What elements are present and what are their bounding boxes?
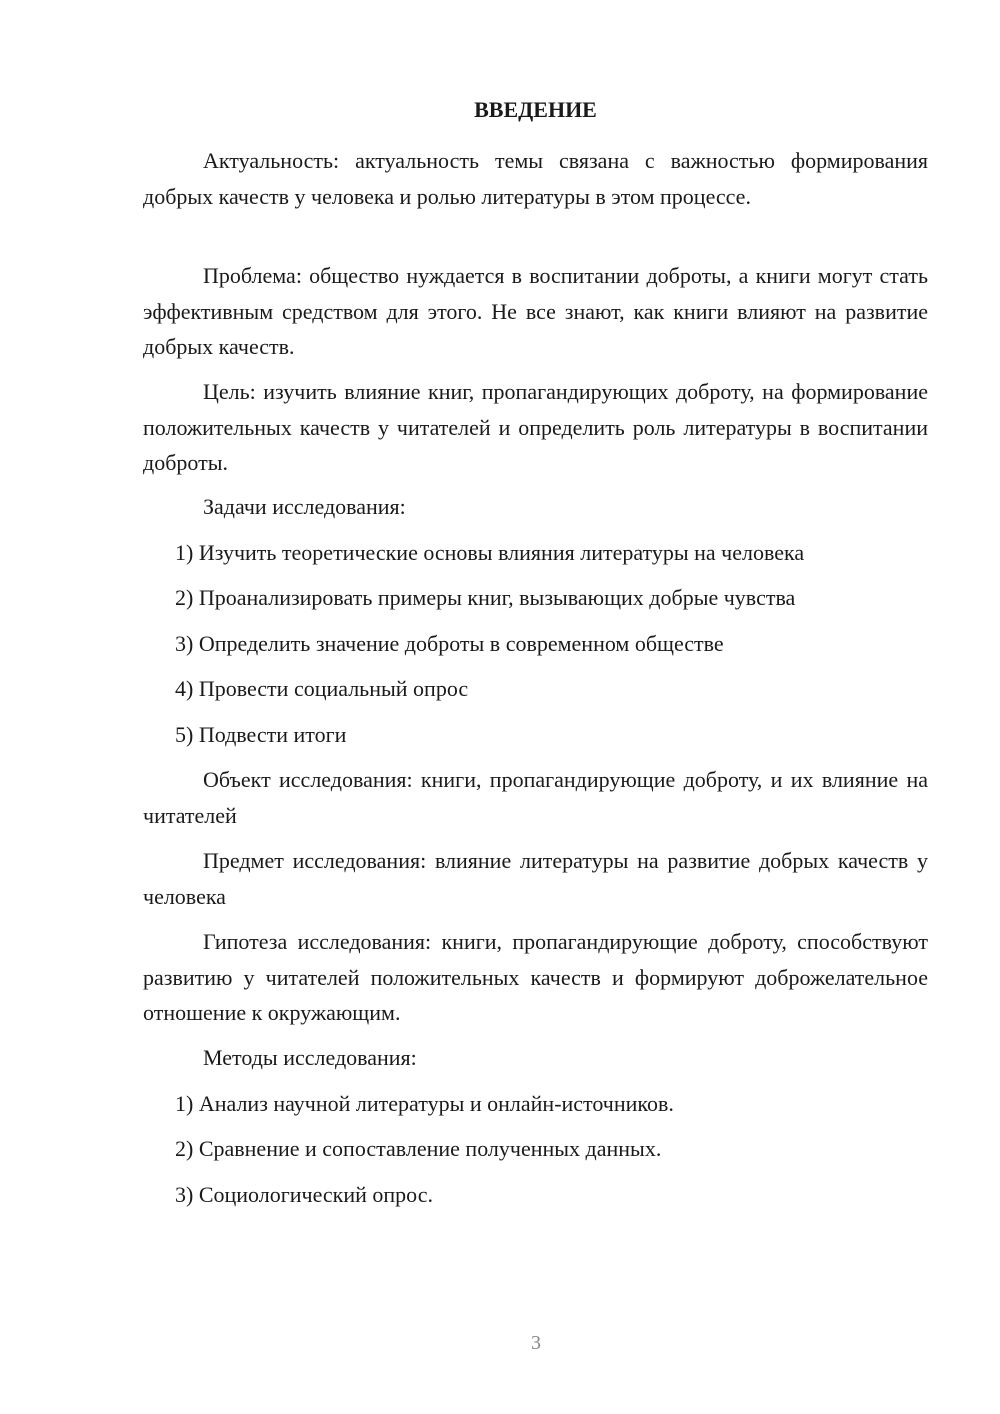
problem-paragraph: Проблема: общество нуждается в воспитании доброты, а книги могут стать эффективным средством для этого. Не все знают, как книги влияют на развитие добрых качеств. (143, 263, 928, 359)
task-item: 4) Провести социальный опрос (175, 676, 469, 701)
hypothesis-paragraph: Гипотеза исследования: книги, пропагандирующие доброту, способствуют развитию у читателей положительных качеств и формируют доброжелательное отношение к окружающим. (143, 929, 928, 1025)
tasks-heading: Задачи исследования: (203, 494, 406, 519)
object-paragraph: Объект исследования: книги, пропагандирующие доброту, и их влияние на читателей (143, 767, 928, 828)
task-item: 1) Изучить теоретические основы влияния литературы на человека (175, 540, 805, 565)
method-item: 2) Сравнение и сопоставление полученных данных. (175, 1136, 662, 1161)
task-item: 5) Подвести итоги (175, 722, 347, 747)
goal-paragraph: Цель: изучить влияние книг, пропагандирующих доброту, на формирование положительных качеств у читателей и определить роль литературы в воспитании доброты. (143, 379, 928, 475)
method-item: 3) Социологический опрос. (175, 1182, 433, 1207)
page-number: 3 (531, 1332, 541, 1354)
page-title: ВВЕДЕНИЕ (474, 97, 597, 122)
subject-paragraph: Предмет исследования: влияние литературы на развитие добрых качеств у человека (143, 848, 928, 909)
method-item: 1) Анализ научной литературы и онлайн-источников. (175, 1091, 674, 1116)
relevance-paragraph: Актуальность: актуальность темы связана с важностью формирования добрых качеств у человека и ролью литературы в этом процессе. (143, 148, 928, 209)
task-item: 2) Проанализировать примеры книг, вызывающих добрые чувства (175, 585, 796, 610)
task-item: 3) Определить значение доброты в современном обществе (175, 631, 724, 656)
methods-heading: Методы исследования: (203, 1045, 417, 1070)
